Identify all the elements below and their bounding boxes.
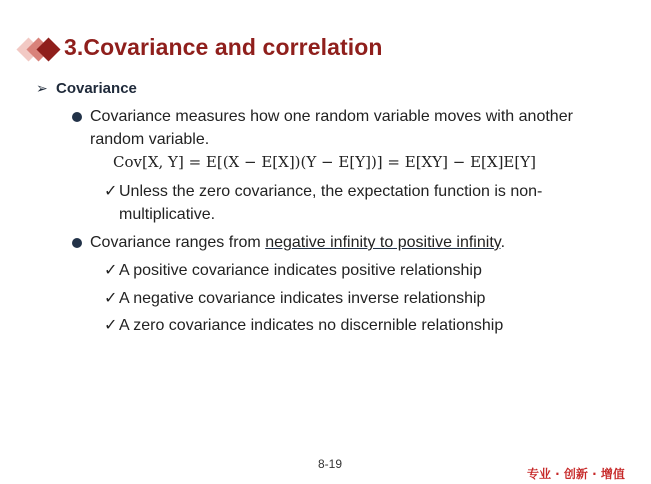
- diamond-logo-icon: [14, 34, 64, 66]
- bullet-2-text-before: Covariance ranges from: [90, 234, 266, 251]
- check-icon: ✓: [104, 262, 118, 279]
- section-heading-text: Covariance: [56, 80, 137, 97]
- bullet-2-text-after: .: [500, 234, 506, 251]
- page-number: 8-19: [317, 457, 343, 471]
- bullet-1-line-1: Covariance measures how one random variable moves with another: [90, 108, 573, 125]
- check-icon: ✓: [104, 290, 118, 307]
- title-bar: [14, 34, 614, 68]
- bullet-1-line-2: random variable.: [90, 131, 210, 148]
- check-1-line-2: multiplicative.: [119, 206, 216, 223]
- arrow-bullet-icon: ➢: [36, 80, 48, 96]
- check-1-line-1: Unless the zero covariance, the expectation function is non-: [119, 183, 543, 200]
- bullet-dot-icon: [72, 238, 82, 248]
- check-icon: ✓: [104, 317, 118, 334]
- covariance-formula: Cov[X, Y] = E[(X − E[X])(Y − E[Y])] = E[XY] − E[X]E[Y]: [113, 153, 536, 171]
- check-4-text: A zero covariance indicates no discernible relationship: [119, 317, 504, 334]
- slide-title: 3.Covariance and correlation: [64, 34, 383, 60]
- section-heading: [36, 80, 137, 97]
- check-2-text: A positive covariance indicates positive relationship: [119, 262, 482, 279]
- slogan: 专业 · 创新 · 增值: [527, 467, 625, 481]
- bullet-dot-icon: [72, 112, 82, 122]
- check-icon: ✓: [104, 183, 118, 200]
- bullet-2-underlined-text: negative infinity to positive infinity: [265, 234, 501, 251]
- check-3-text: A negative covariance indicates inverse relationship: [119, 290, 486, 307]
